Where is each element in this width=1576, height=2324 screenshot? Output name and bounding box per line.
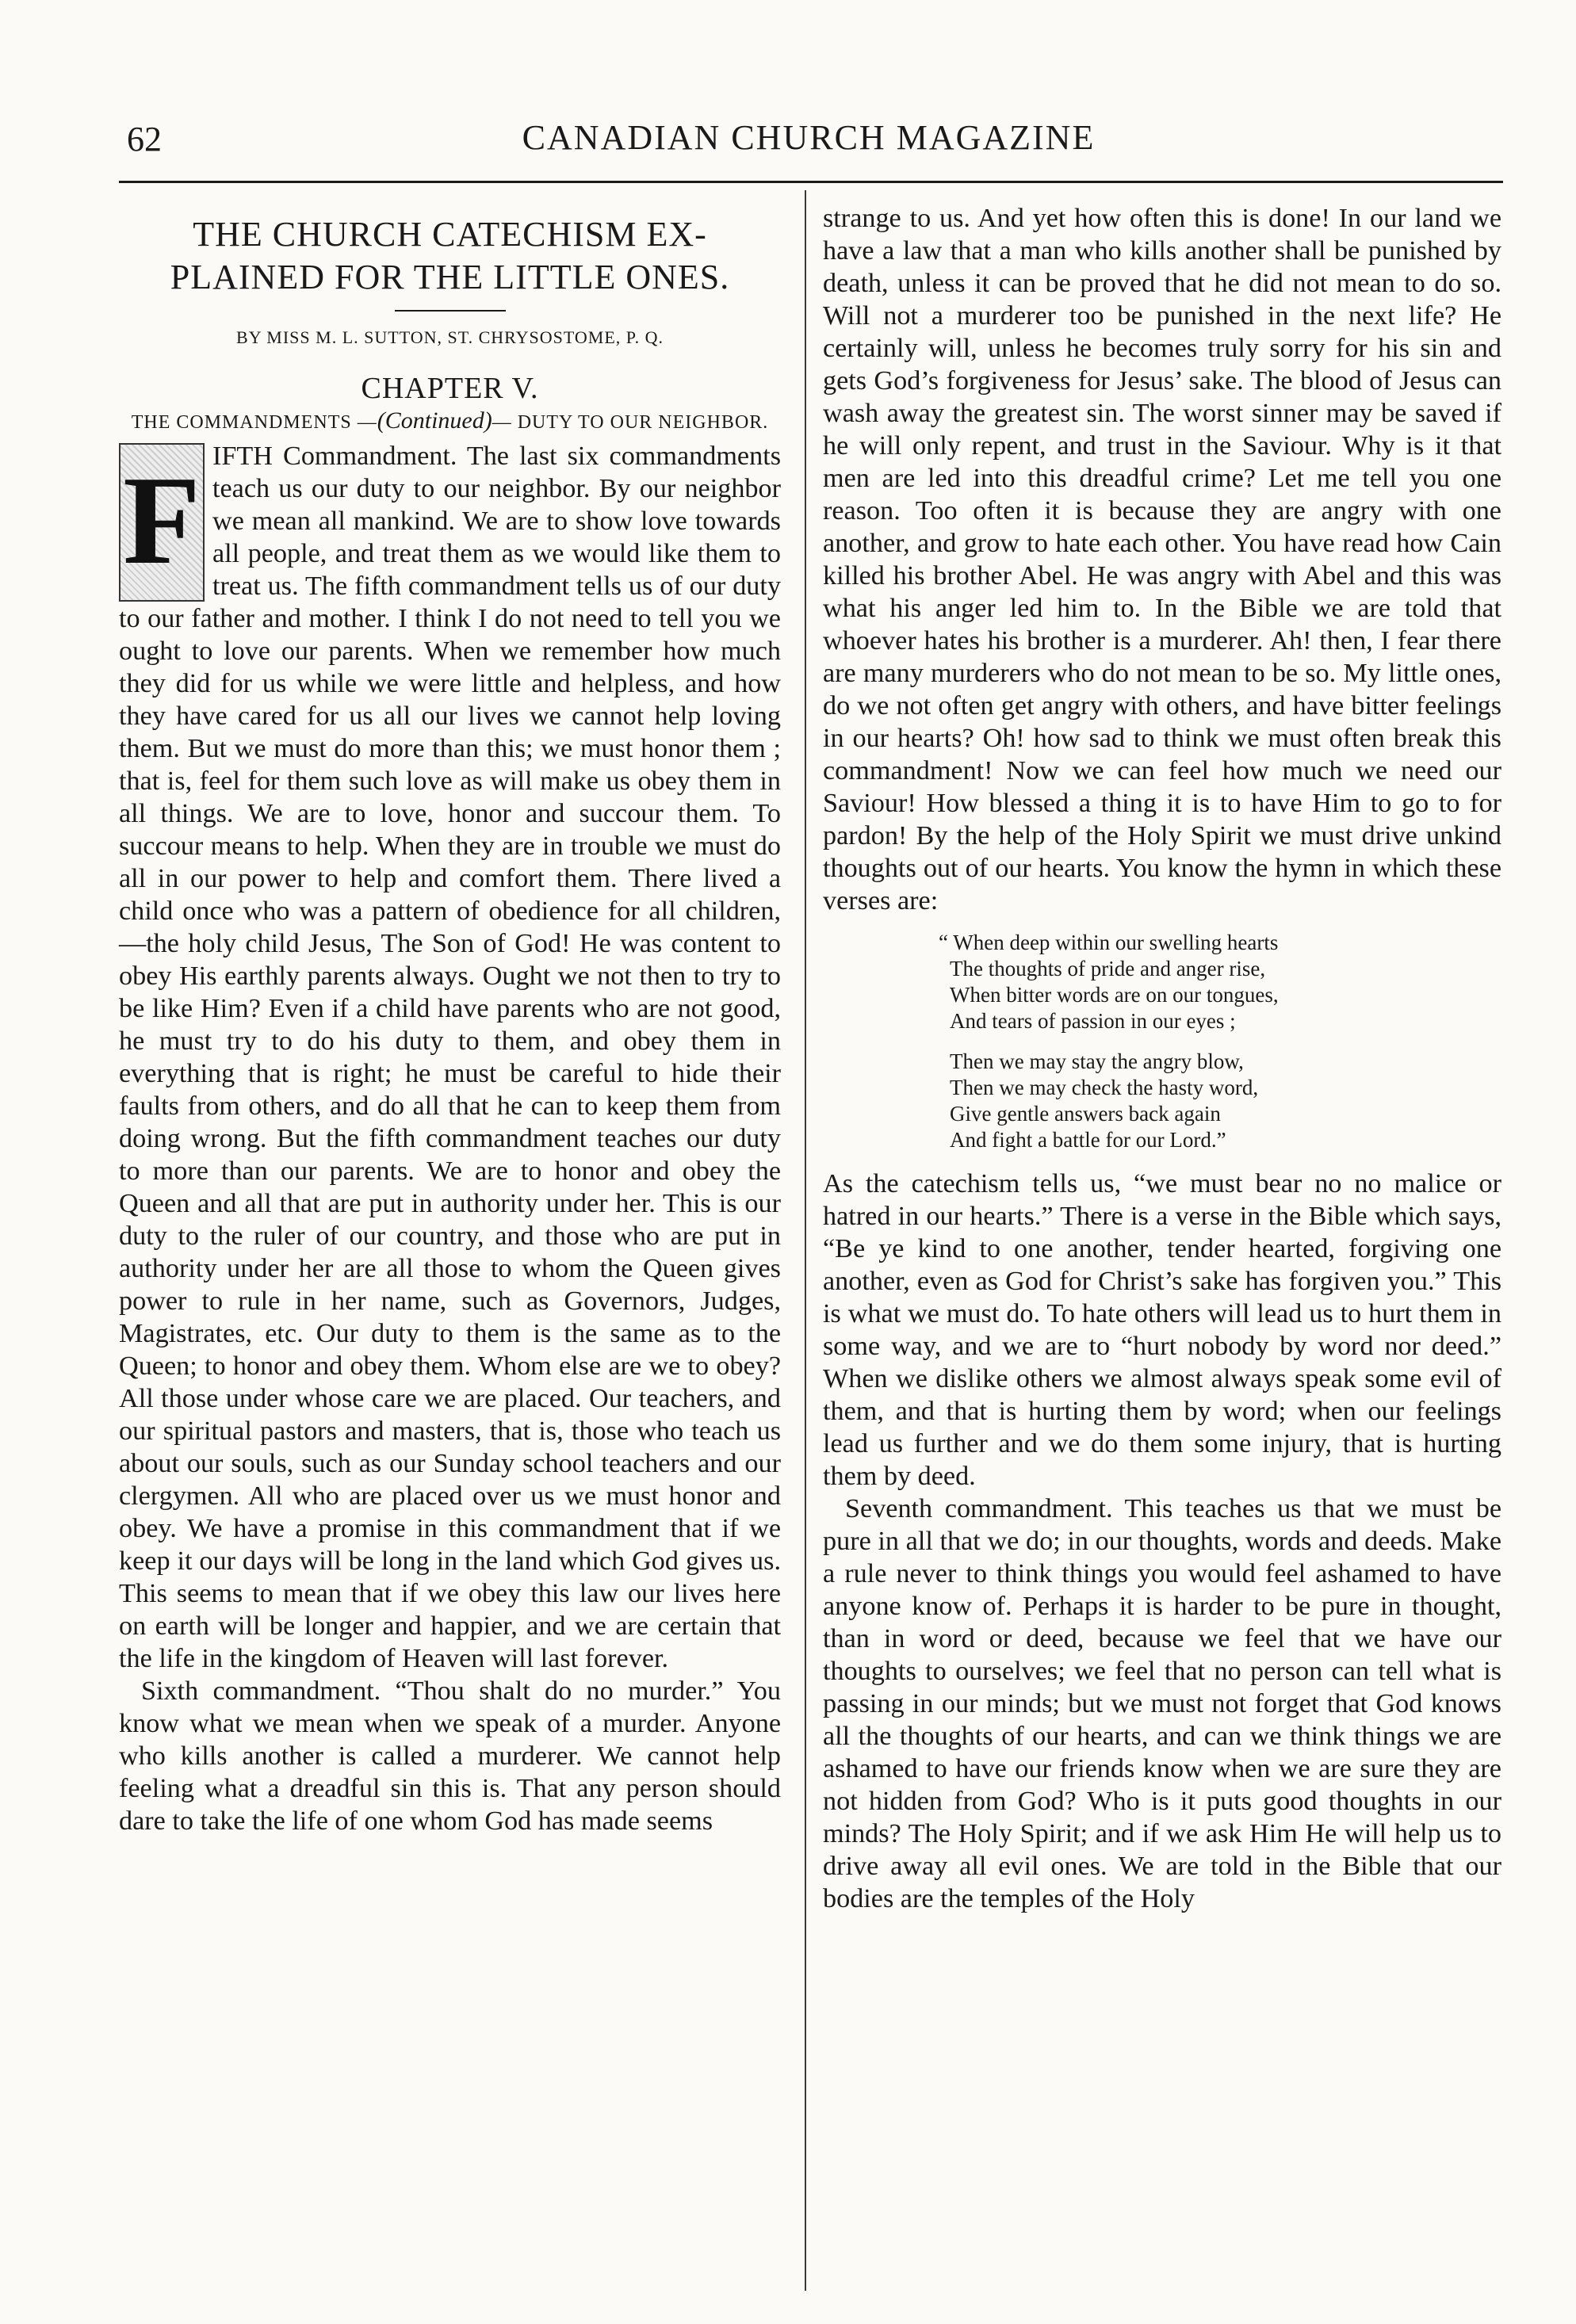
header-rule bbox=[119, 181, 1503, 183]
paragraph-sixth-commandment: Sixth commandment. “Thou shalt do no murder.” You know what we mean when we speak of a murder. Anyone who kills another is called a murderer. We cannot help feeling what a dreadful sin this is. That any person should dare to take the life of one whom God has made seems bbox=[119, 1676, 781, 1836]
paragraph-fifth-commandment: FIFTH Commandment. The last six commandments teach us our duty to our neighbor. By our neighbor we mean all mankind. We are to show love towards all people, and treat them as we would like them to treat us. The fifth commandment tells us of our duty to our father and mother. I think I do not need to tell you we ought to love our parents. When we remember how much they did for us while we were little and helpless, and how they have cared for us all our lives we cannot help loving them. But we must do more than this; we must honor them ; that is, feel for them such love as will make us obey them in all things. We are to love, honor and succour them. To succour means to help. When they are in trouble we must do all in our power to help and comfort them. There lived a child once who was a pattern of obedience for all children,—the holy child Jesus, The Son of God! He was content to obey His earthly parents always. Ought we not then to try to be like Him? Even if a child have parents who are not good, he must try to do his duty to them, and obey them in everything that is right; he must be careful to hide their faults from others, and do all that he can to keep them from doing wrong. But the fifth commandment teaches our duty to more than our parents. We are to honor and obey the Queen and all that are put in authority under her. This is our duty to the ruler of our country, and those who are put in authority under her are all those to whom the Queen gives power to rule in her name, such as Governors, Judges, Magistrates, etc. Our duty to them is the same as to the Queen; to honor and obey them. Whom else are we to obey? All those under whose care we are placed. Our teachers, and our spiritual pastors and masters, that is, those who teach us about our souls, such as our Sunday school teachers and our clergymen. All who are placed over us we must honor and obey. We have a promise in this commandment that if we keep it our days will be long in the land which God gives us. This seems to mean that if we obey this law our lives here on earth will be longer and happier, and we are certain that the life in the kingdom of Heaven will last forever. bbox=[119, 441, 781, 1673]
hymn-line: When bitter words are on our tongues, bbox=[950, 983, 1279, 1007]
hymn-line: And fight a battle for our Lord.” bbox=[950, 1128, 1226, 1152]
hymn-line: Give gentle answers back again bbox=[950, 1102, 1221, 1126]
running-head: CANADIAN CHURCH MAGAZINE bbox=[522, 118, 1096, 157]
hymn-stanza bbox=[950, 1049, 1501, 1153]
ornamental-drop-cap: F bbox=[119, 443, 205, 602]
hymn-line: The thoughts of pride and anger rise, bbox=[950, 957, 1266, 980]
right-column bbox=[823, 202, 1501, 1915]
title-rule bbox=[395, 310, 506, 312]
hymn-line: Then we may check the hasty word, bbox=[950, 1076, 1259, 1099]
hymn-line: “ When deep within our swelling hearts bbox=[939, 931, 1279, 954]
left-column bbox=[119, 202, 781, 1837]
paragraph-sixth-commandment-continued: strange to us. And yet how often this is done! In our land we have a law that a man who kills another shall be punished by death, unless it can be proved that he did not mean to do so. Will not a murderer too be punished in the next life? He certainly will, unless he becomes truly sorry for his sin and gets God’s forgiveness for Jesus’ sake. The blood of Jesus can wash away the greatest sin. The worst sinner may be saved if he will only repent, and trust in the Saviour. Why is it that men are led into this dreadful crime? Let me tell you one reason. Too often it is because they are angry with one another, and grow to hate each other. You have read how Cain killed his brother Abel. He was angry with Abel and this was what his anger led him to. In the Bible we are told that whoever hates his brother is a murderer. Ah! then, I fear there are many murderers who do not mean to be so. My little ones, do we not often get angry with others, and have bitter feelings in our hearts? Oh! how sad to think we must often break this commandment! Now we can feel how much we need our Saviour! How blessed a thing it is to have Him to go to for pardon! By the help of the Holy Spirit we must drive unkind thoughts out of our hearts. You know the hymn in which these verses are: bbox=[823, 204, 1501, 915]
hymn-line: Then we may stay the angry blow, bbox=[950, 1049, 1244, 1073]
hymn-stanza bbox=[939, 930, 1501, 1034]
paragraph-catechism-malice: As the catechism tells us, “we must bear no no malice or hatred in our hearts.” There is a verse in the Bible which says, “Be ye kind to one another, tender hearted, forgiving one another, even as God for Christ’s sake has forgiven you.” This is what we must do. To hate others will lead us to hurt them in some way, and we are to “hurt nobody by word nor deed.” When we dislike others we almost always speak some evil of them, and that is hurting them by word; when our feelings lead us further and we do them some injury, that is hurting them by deed. bbox=[823, 1169, 1501, 1491]
paragraph-seventh-commandment: Seventh commandment. This teaches us that we must be pure in all that we do; in our thoughts, words and deeds. Make a rule never to think things you would feel ashamed to have anyone know of. Perhaps it is harder to be pure in thought, than in word or deed, because we feel that we have our thoughts to ourselves; we feel that no person can tell what is passing in our minds; but we must not forget that God knows all the thoughts of our hearts, and can we think things we are ashamed to have our friends know when we are sure they are not hidden from God? Who is it puts good thoughts in our minds? The Holy Spirit; and if we ask Him He will help us to drive away all evil ones. We are told in the Bible that our bodies are the temples of the Holy bbox=[823, 1494, 1501, 1913]
article-title: THE CHURCH CATECHISM EX- PLAINED FOR THE LITTLE ONES. bbox=[170, 215, 730, 296]
chapter-heading: CHAPTER V. bbox=[361, 372, 539, 405]
page-number: 62 bbox=[127, 120, 162, 159]
chapter-subtitle: THE COMMANDMENTS —(Continued)— DUTY TO OUR NEIGHBOR. bbox=[131, 407, 769, 434]
byline: BY MISS M. L. SUTTON, ST. CHRYSOSTOME, P. Q. bbox=[236, 327, 664, 347]
column-divider bbox=[805, 190, 806, 2291]
hymn-line: And tears of passion in our eyes ; bbox=[950, 1009, 1236, 1033]
hymn-verses bbox=[939, 930, 1501, 1153]
